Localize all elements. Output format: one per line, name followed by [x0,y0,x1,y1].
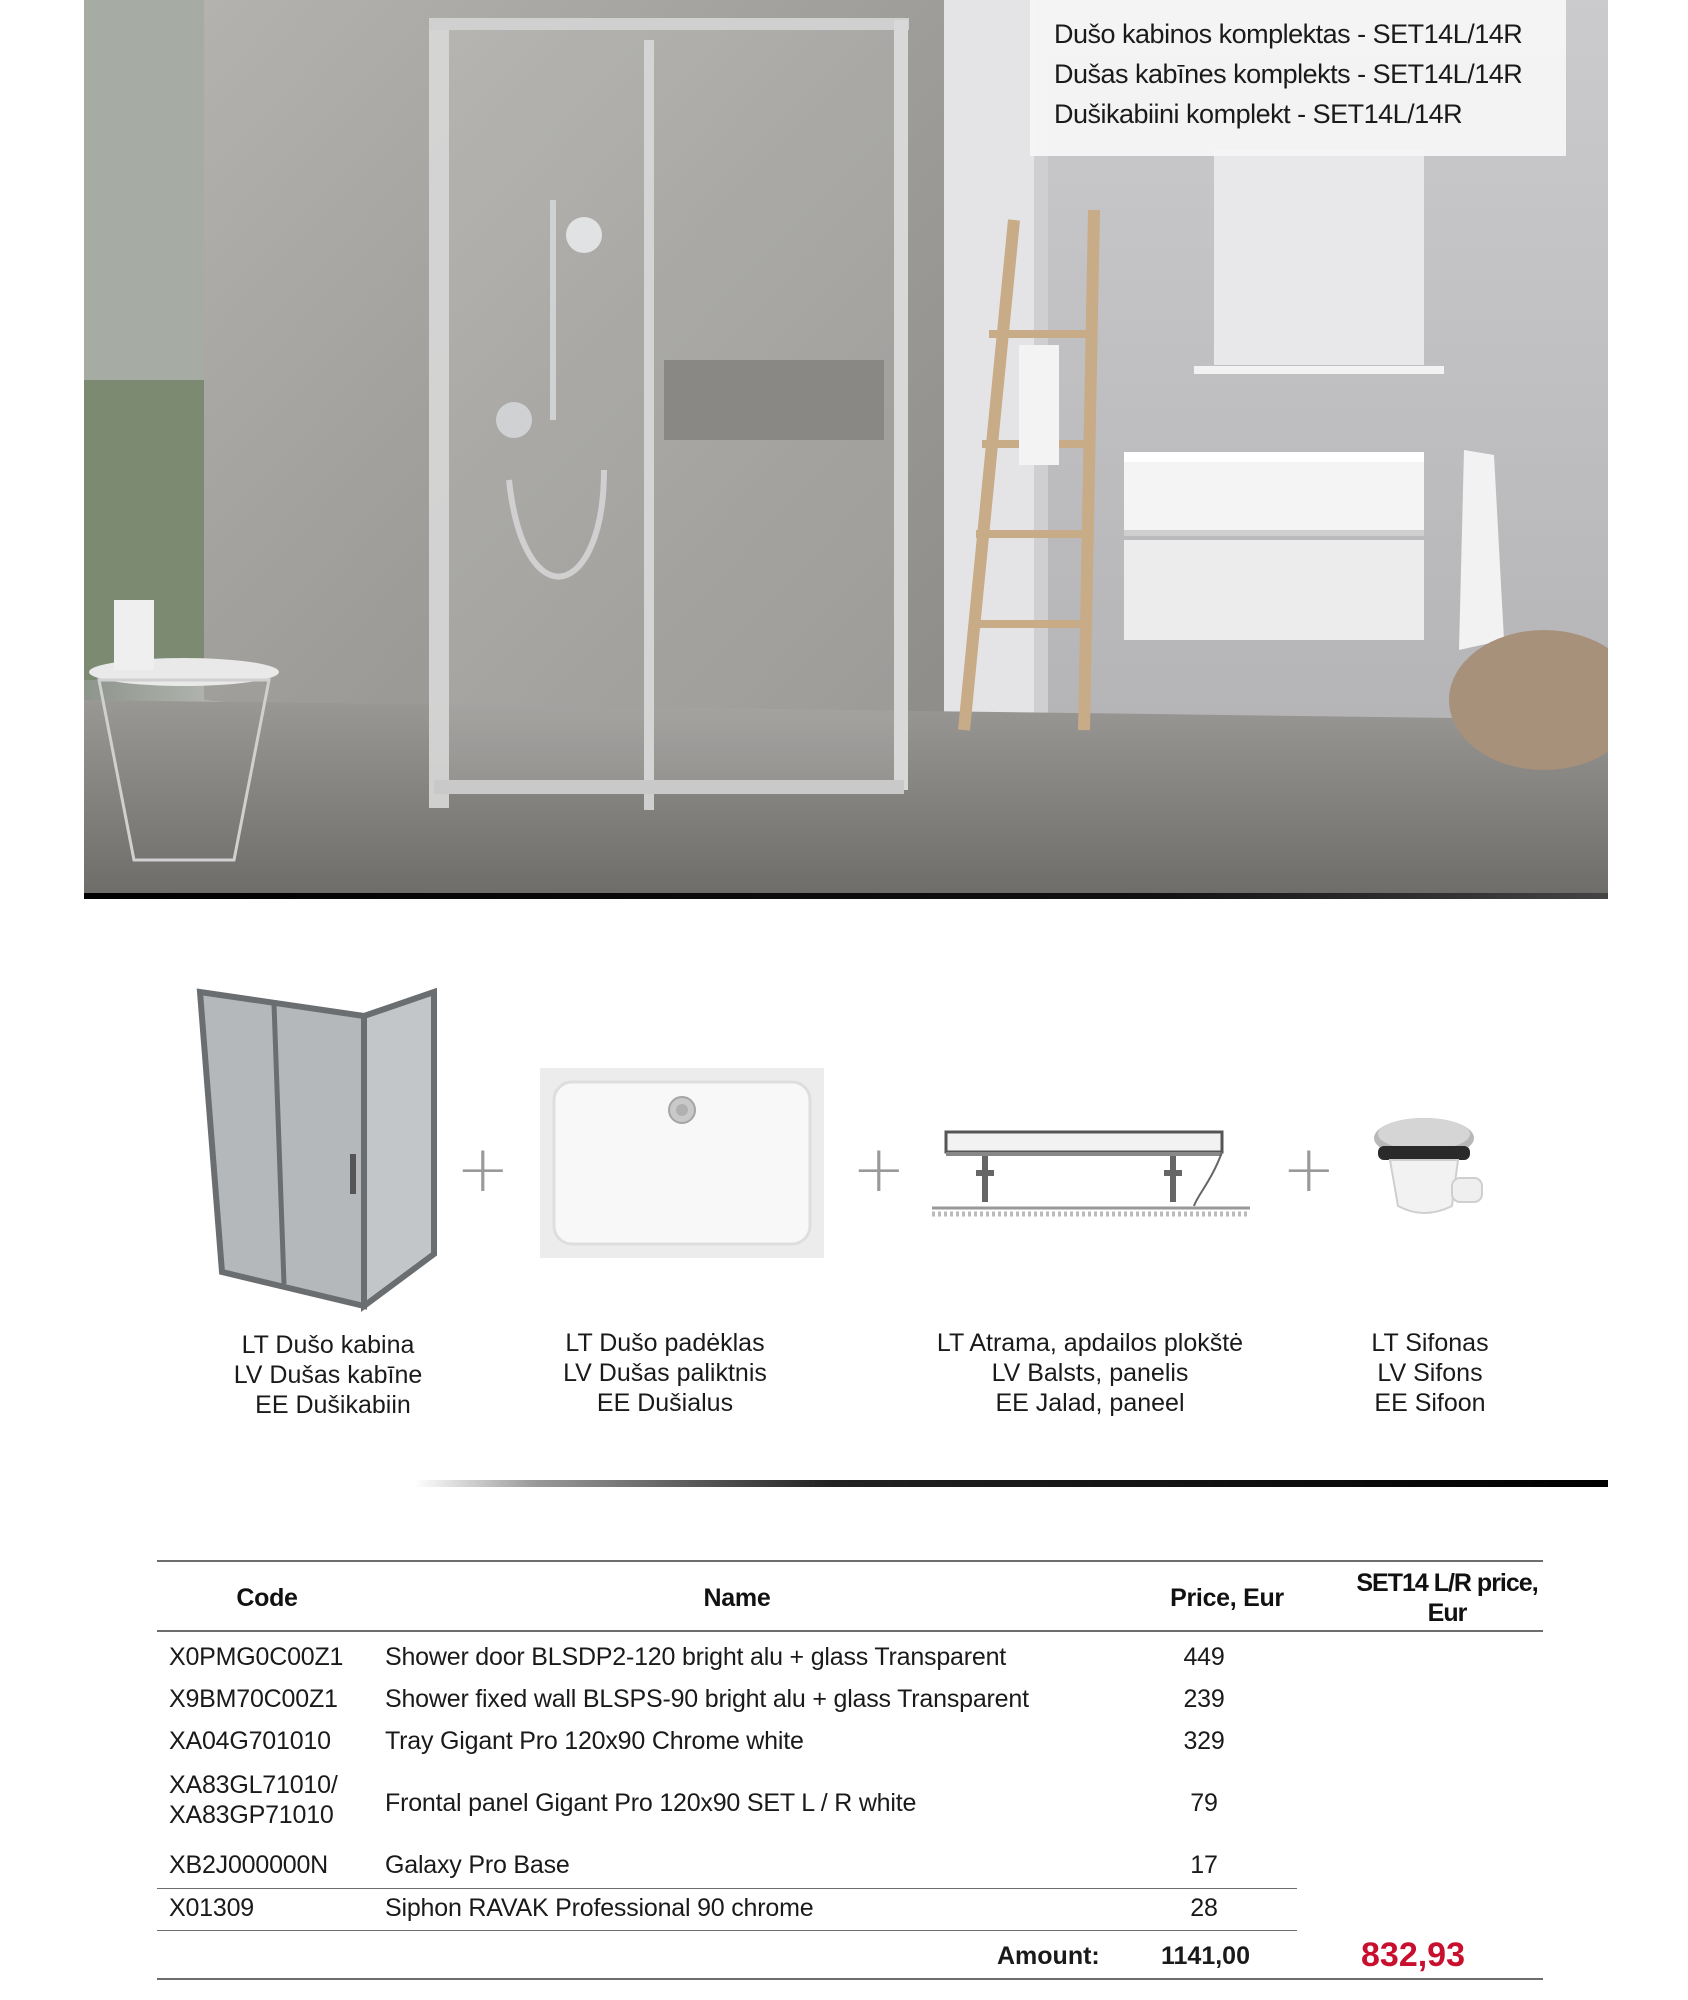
cell-price: 17 [1190,1851,1218,1879]
plus-sign-2: + [852,1133,906,1207]
table-header-rule [157,1630,1543,1632]
row-rule [157,1930,1297,1931]
caption-shower-enclosure [198,1330,458,1420]
cell-price: 449 [1183,1643,1225,1671]
section-divider [414,1480,1608,1487]
cell-code [169,1770,338,1830]
cell-code: XA04G701010 [169,1727,331,1755]
hero-underline [84,893,1608,899]
cell-name: Shower fixed wall BLSPS-90 bright alu + glass Transparent [385,1685,1029,1713]
caption-siphon [1340,1328,1520,1418]
caption-line: LT Atrama, apdailos plokštė [936,1329,1244,1357]
plus-sign-1: + [456,1133,510,1207]
amount-value: 1141,00 [1161,1942,1250,1970]
cell-name: Frontal panel Gigant Pro 120x90 SET L / R white [385,1789,917,1817]
table-top-rule [157,1560,1543,1562]
cell-price: 79 [1190,1789,1218,1817]
amount-label: Amount: [997,1942,1100,1970]
caption-line: LV Balsts, panelis [991,1359,1189,1387]
cell-name: Shower door BLSDP2-120 bright alu + glass Transparent [385,1643,1007,1671]
shower-enclosure-icon [192,984,452,1314]
shower-tray-icon [540,1068,824,1258]
caption-line: EE Dušikabiin [255,1391,411,1419]
caption-line: LV Dušas paliktnis [563,1359,767,1387]
set-price-value: 832,93 [1361,1936,1465,1974]
header-set-price-line1: SET14 L/R price, [1356,1569,1538,1597]
caption-line: EE Sifoon [1374,1389,1486,1417]
caption-line: LV Sifons [1377,1359,1483,1387]
cell-code: X01309 [169,1894,254,1922]
cell-code-line1: XA83GL71010/ [169,1771,338,1799]
set-title-lv: Dušas kabīnes komplekts - SET14L/14R [1054,59,1523,89]
cell-price: 329 [1183,1727,1225,1755]
caption-line: LV Dušas kabīne [233,1361,423,1389]
plus-sign-3: + [1282,1133,1336,1207]
caption-line: EE Dušialus [596,1389,734,1417]
header-price: Price, Eur [1170,1584,1284,1612]
caption-shower-tray [530,1328,800,1418]
cell-name: Galaxy Pro Base [385,1851,570,1879]
table-bottom-rule [157,1978,1543,1980]
caption-line: LT Dušo padėklas [565,1329,765,1357]
header-name: Name [703,1584,771,1612]
set-title-box [1030,0,1566,156]
header-set-price [1317,1568,1577,1628]
set-title-ee: Dušikabiini komplekt - SET14L/14R [1054,99,1463,129]
set-title-lt: Dušo kabinos komplektas - SET14L/14R [1054,19,1523,49]
cell-code: X9BM70C00Z1 [169,1685,338,1713]
cell-code: XB2J000000N [169,1851,329,1879]
cell-code: X0PMG0C00Z1 [169,1643,344,1671]
caption-line: EE Jalad, paneel [995,1389,1185,1417]
tray-support-panel-icon [932,1130,1252,1220]
siphon-icon [1372,1116,1486,1226]
header-code: Code [236,1584,298,1612]
cell-code-line2: XA83GP71010 [169,1801,334,1829]
cell-price: 239 [1183,1685,1225,1713]
row-rule [157,1888,1297,1889]
caption-line: LT Sifonas [1371,1329,1489,1357]
header-set-price-line2: Eur [1427,1599,1467,1627]
caption-line: LT Dušo kabina [241,1331,415,1359]
cell-name: Tray Gigant Pro 120x90 Chrome white [385,1727,804,1755]
cell-name: Siphon RAVAK Professional 90 chrome [385,1894,814,1922]
cell-price: 28 [1190,1894,1218,1922]
caption-support-panel [900,1328,1280,1418]
